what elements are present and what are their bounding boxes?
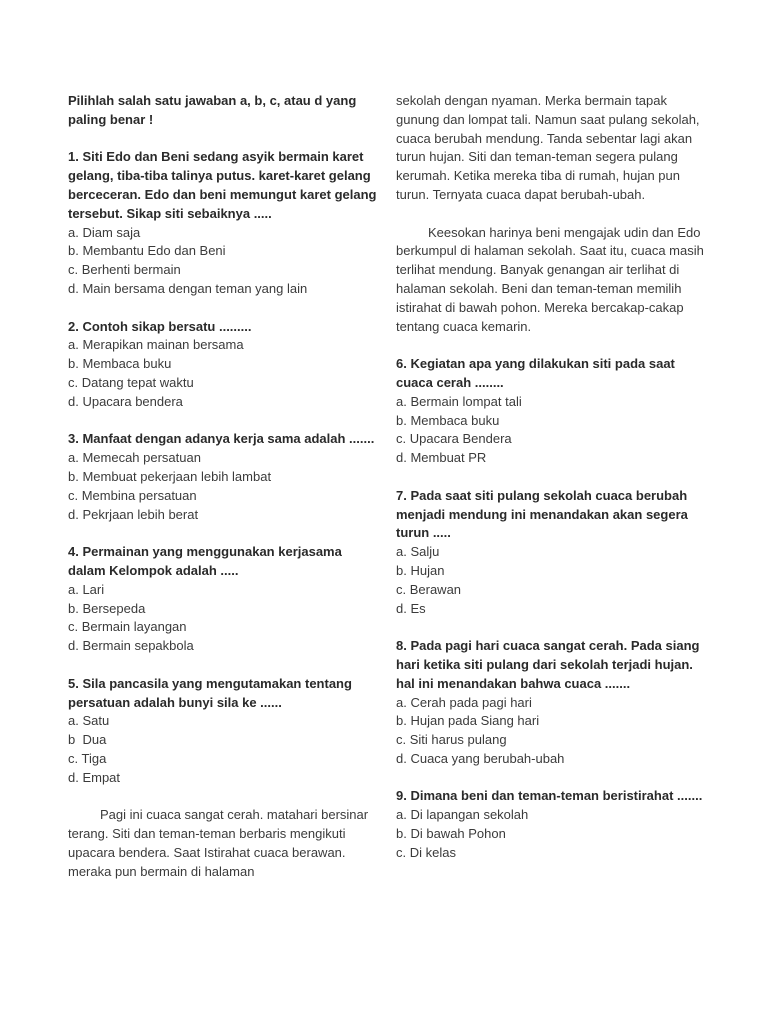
option-a: a. Satu <box>68 713 110 729</box>
option-b: b. Membuat pekerjaan lebih lambat <box>68 468 272 484</box>
option-a: a. Diam saja <box>68 224 141 240</box>
option-b: b. Membantu Edo dan Beni <box>68 243 226 259</box>
question-3 <box>68 430 378 524</box>
option-a: a. Di lapangan sekolah <box>396 807 529 823</box>
option-c: c. Berhenti bermain <box>68 262 181 278</box>
reading-paragraph-2: Keesokan harinya beni mengajak udin dan Edo berkumpul di halaman sekolah. Saat itu, cuaca masih terlihat mendung. Banyak genangan air terlihat di halaman sekolah. Beni dan teman-teman memilih istirahat di bawah pohon. Mereka bercakap-cakap tentang cuaca kemarin. <box>396 224 704 334</box>
option-d: d. Bermain sepakbola <box>68 638 194 654</box>
question-5 <box>68 675 378 788</box>
option-c: c. Siti harus pulang <box>396 732 507 748</box>
option-b: b. Bersepeda <box>68 600 146 616</box>
question-text: 7. Pada saat siti pulang sekolah cuaca berubah menjadi mendung ini menandakan akan segera turun ..... <box>396 487 688 541</box>
option-c: c. Tiga <box>68 750 107 766</box>
option-a: a. Salju <box>396 544 440 560</box>
option-b: b. Membaca buku <box>68 356 172 372</box>
reading-paragraph-1: Pagi ini cuaca sangat cerah. matahari bersinar terang. Siti dan teman-teman berbaris mengikuti upacara bendera. Saat Istirahat cuaca berawan. meraka pun bermain di halaman <box>68 807 369 879</box>
reading-paragraph-1-continued: sekolah dengan nyaman. Merka bermain tapak gunung dan lompat tali. Namun saat pulang sekolah, cuaca berubah mendung. Tanda sebentar lagi akan turun hujan. Siti dan teman-teman segera pulang kerumah. Ketika mereka tiba di rumah, hujan pun turun. Ternyata cuaca dapat berubah-ubah. <box>396 93 700 202</box>
option-c: c. Upacara Bendera <box>396 431 512 447</box>
option-b: b. Membaca buku <box>396 412 500 428</box>
option-d: d. Empat <box>68 769 121 785</box>
option-d: d. Cuaca yang berubah-ubah <box>396 750 565 766</box>
question-4 <box>68 543 378 656</box>
question-7 <box>396 487 706 619</box>
question-text: 1. Siti Edo dan Beni sedang asyik bermain karet gelang, tiba-tiba talinya putus. karet-karet gelang berceceran. Edo dan beni memungut karet gelang tersebut. Sikap siti sebaiknya ..... <box>68 149 377 221</box>
question-1 <box>68 148 378 298</box>
option-d: d. Upacara bendera <box>68 393 183 409</box>
question-text: 3. Manfaat dengan adanya kerja sama adalah ....... <box>68 431 375 447</box>
option-c: c. Membina persatuan <box>68 487 197 503</box>
option-a: a. Bermain lompat tali <box>396 393 522 409</box>
option-a: a. Merapikan mainan bersama <box>68 337 244 353</box>
option-c: c. Berawan <box>396 581 462 597</box>
option-a: a. Lari <box>68 581 105 597</box>
question-text: 9. Dimana beni dan teman-teman beristirahat ....... <box>396 788 703 804</box>
option-b: b. Hujan <box>396 562 445 578</box>
question-8 <box>396 637 706 769</box>
question-text: 2. Contoh sikap bersatu ......... <box>68 318 252 334</box>
option-a: a. Memecah persatuan <box>68 450 201 466</box>
option-c: c. Datang tepat waktu <box>68 374 194 390</box>
question-text: 5. Sila pancasila yang mengutamakan tentang persatuan adalah bunyi sila ke ...... <box>68 675 352 710</box>
question-6 <box>396 355 706 468</box>
option-a: a. Cerah pada pagi hari <box>396 694 532 710</box>
option-c: c. Bermain layangan <box>68 619 187 635</box>
question-2 <box>68 318 378 412</box>
option-b: b. Di bawah Pohon <box>396 826 506 842</box>
question-text: 8. Pada pagi hari cuaca sangat cerah. Pada siang hari ketika siti pulang dari sekolah terjadi hujan. hal ini menandakan bahwa cuaca ....... <box>396 638 700 691</box>
instruction-text: Pilihlah salah satu jawaban a, b, c, atau d yang paling benar ! <box>68 93 357 127</box>
option-b: b Dua <box>68 732 107 748</box>
left-column <box>68 92 378 881</box>
question-9 <box>396 787 706 862</box>
option-c: c. Di kelas <box>396 844 456 860</box>
option-d: d. Main bersama dengan teman yang lain <box>68 280 308 296</box>
question-text: 6. Kegiatan apa yang dilakukan siti pada saat cuaca cerah ........ <box>396 356 675 390</box>
option-d: d. Pekrjaan lebih berat <box>68 506 199 522</box>
option-b: b. Hujan pada Siang hari <box>396 713 540 729</box>
option-d: d. Membuat PR <box>396 450 487 466</box>
right-column <box>396 92 706 863</box>
question-text: 4. Permainan yang menggunakan kerjasama dalam Kelompok adalah ..... <box>68 544 342 578</box>
option-d: d. Es <box>396 600 426 616</box>
